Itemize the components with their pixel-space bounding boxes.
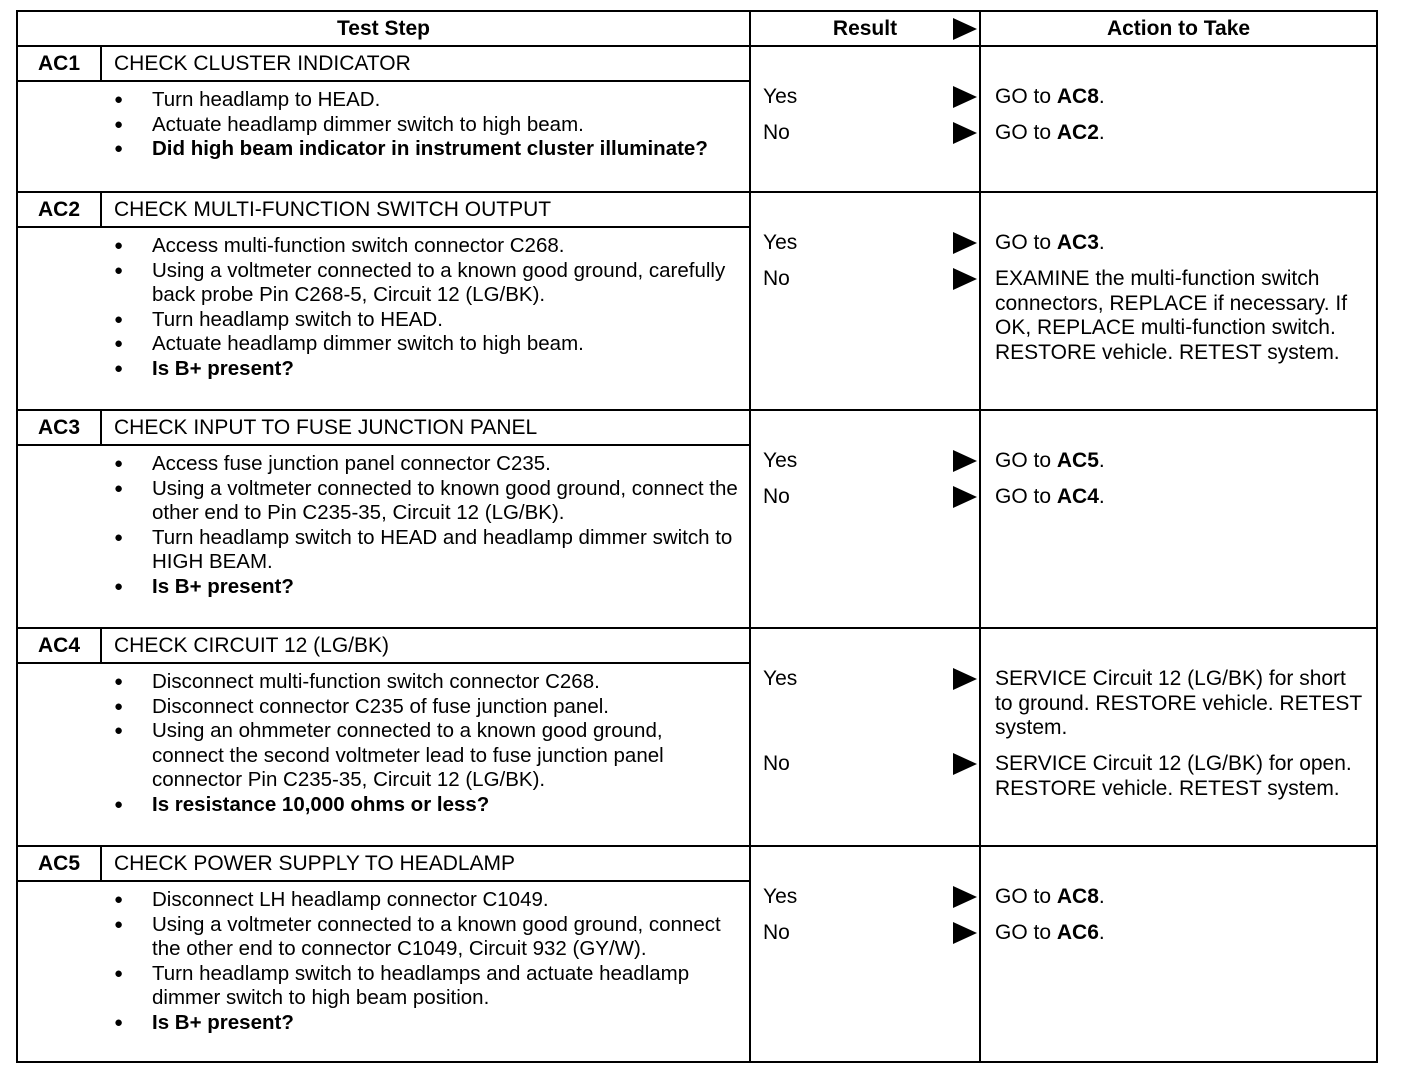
action-text — [995, 231, 1368, 256]
result-label: Yes — [763, 449, 798, 472]
test-step-row — [17, 846, 1377, 1062]
instruction-item: ● Actuate headlamp dimmer switch to high beam. — [18, 332, 749, 357]
action-text-suffix: . — [1098, 885, 1105, 908]
instruction-item: ● Disconnect connector C235 of fuse junction panel. — [18, 695, 749, 720]
instruction-item: ● Turn headlamp switch to HEAD and headlamp dimmer switch to HIGH BEAM. — [18, 526, 749, 575]
instruction-item: ● Using a voltmeter connected to a known good ground, connect the other end to connector C1049, Circuit 932 (GY/W). — [18, 913, 749, 962]
step-heading — [18, 629, 749, 664]
action-text-plain: EXAMINE the multi-function switch connectors, REPLACE if necessary. If OK, REPLACE multi-function switch. RESTORE vehicle. RETEST system. — [995, 267, 1348, 364]
arrow-right-icon — [953, 450, 977, 472]
action-text-plain: GO to — [995, 121, 1057, 144]
action-text — [995, 449, 1368, 474]
step-heading — [18, 47, 749, 82]
result-cell — [750, 846, 980, 1062]
instruction-item: ● Using a voltmeter connected to known good ground, connect the other end to Pin C235-35, Circuit 12 (LG/BK). — [18, 477, 749, 526]
action-step-reference: AC4 — [1056, 485, 1099, 508]
test-step-box — [18, 411, 749, 603]
result-label: No — [763, 485, 790, 508]
action-text — [995, 85, 1368, 110]
step-instructions — [18, 664, 749, 821]
action-text — [995, 752, 1368, 801]
step-instructions — [18, 446, 749, 603]
instruction-item: ● Is resistance 10,000 ohms or less? — [18, 793, 749, 818]
result-cell — [750, 410, 980, 628]
step-heading — [18, 847, 749, 882]
arrow-right-icon — [953, 122, 977, 144]
test-step-cell — [17, 46, 750, 192]
test-step-box — [18, 193, 749, 385]
arrow-right-icon — [953, 668, 977, 690]
step-instructions — [18, 882, 749, 1039]
action-text-suffix: . — [1098, 485, 1105, 508]
step-id: AC2 — [18, 193, 102, 226]
action-text — [995, 121, 1368, 146]
arrow-right-icon — [953, 886, 977, 908]
action-text — [995, 667, 1368, 741]
step-id: AC5 — [18, 847, 102, 880]
step-id: AC3 — [18, 411, 102, 444]
action-cell — [980, 192, 1377, 410]
action-text-suffix: . — [1098, 921, 1105, 944]
step-instructions — [18, 228, 749, 385]
instruction-item: ● Disconnect multi-function switch connector C268. — [18, 670, 749, 695]
result-label: Yes — [763, 885, 798, 908]
action-text-suffix: . — [1098, 231, 1105, 254]
action-cell — [980, 410, 1377, 628]
table-header-row — [17, 11, 1377, 46]
instruction-item: ● Actuate headlamp dimmer switch to high beam. — [18, 113, 749, 138]
arrow-right-icon — [953, 486, 977, 508]
action-text-plain: SERVICE Circuit 12 (LG/BK) for short to ground. RESTORE vehicle. RETEST system. — [995, 667, 1362, 739]
test-step-box — [18, 629, 749, 821]
arrow-right-icon — [953, 268, 977, 290]
result-label: No — [763, 121, 790, 144]
test-step-box — [18, 847, 749, 1039]
step-id: AC1 — [18, 47, 102, 80]
action-text — [995, 921, 1368, 946]
action-text-plain: GO to — [995, 231, 1057, 254]
action-text — [995, 885, 1368, 910]
instruction-item: ● Turn headlamp to HEAD. — [18, 88, 749, 113]
header-result-label: Result — [832, 16, 898, 40]
instruction-item: ● Access fuse junction panel connector C235. — [18, 452, 749, 477]
result-label: No — [763, 921, 790, 944]
result-label: Yes — [763, 667, 798, 690]
test-step-cell — [17, 192, 750, 410]
instruction-item: ● Is B+ present? — [18, 1011, 749, 1036]
action-text-suffix: . — [1098, 121, 1105, 144]
instruction-item: ● Using an ohmmeter connected to a known good ground, connect the second voltmeter lead to fuse junction panel connector Pin C235-35, Circuit 12 (LG/BK). — [18, 719, 749, 793]
test-step-cell — [17, 628, 750, 846]
test-step-cell — [17, 410, 750, 628]
action-cell — [980, 628, 1377, 846]
result-cell — [750, 192, 980, 410]
result-cell — [750, 628, 980, 846]
action-text-plain: GO to — [995, 85, 1057, 108]
test-step-cell — [17, 846, 750, 1062]
action-cell — [980, 846, 1377, 1062]
diagnostic-table-sheet — [16, 10, 1376, 1063]
instruction-item: ● Using a voltmeter connected to a known good ground, carefully back probe Pin C268-5, Circuit 12 (LG/BK). — [18, 259, 749, 308]
action-step-reference: AC3 — [1056, 231, 1099, 254]
header-action: Action to Take — [980, 11, 1377, 46]
step-title: CHECK MULTI-FUNCTION SWITCH OUTPUT — [114, 197, 552, 221]
step-id: AC4 — [18, 629, 102, 662]
action-step-reference: AC2 — [1056, 121, 1099, 144]
step-title: CHECK CIRCUIT 12 (LG/BK) — [114, 633, 389, 657]
result-label: Yes — [763, 85, 798, 108]
step-title: CHECK CLUSTER INDICATOR — [114, 51, 411, 75]
step-instructions — [18, 82, 749, 166]
action-cell — [980, 46, 1377, 192]
action-step-reference: AC8 — [1056, 85, 1099, 108]
action-text — [995, 267, 1368, 365]
instruction-item: ● Is B+ present? — [18, 575, 749, 600]
instruction-item: ● Access multi-function switch connector C268. — [18, 234, 749, 259]
action-text-suffix: . — [1098, 85, 1105, 108]
pinpoint-test-table — [16, 10, 1378, 1063]
arrow-right-icon — [953, 18, 977, 40]
result-label: No — [763, 267, 790, 290]
test-step-row — [17, 410, 1377, 628]
header-test-step: Test Step — [17, 11, 750, 46]
test-step-row — [17, 628, 1377, 846]
action-text-plain: GO to — [995, 921, 1057, 944]
instruction-item: ● Turn headlamp switch to headlamps and actuate headlamp dimmer switch to high beam position. — [18, 962, 749, 1011]
step-heading — [18, 411, 749, 446]
action-text — [995, 485, 1368, 510]
step-heading — [18, 193, 749, 228]
arrow-right-icon — [953, 922, 977, 944]
action-text-plain: GO to — [995, 885, 1057, 908]
action-step-reference: AC8 — [1056, 885, 1099, 908]
instruction-item: ● Disconnect LH headlamp connector C1049. — [18, 888, 749, 913]
step-title: CHECK INPUT TO FUSE JUNCTION PANEL — [114, 415, 538, 439]
arrow-right-icon — [953, 232, 977, 254]
result-label: No — [763, 752, 790, 775]
instruction-item: ● Did high beam indicator in instrument cluster illuminate? — [18, 137, 749, 162]
action-text-plain: GO to — [995, 485, 1057, 508]
instruction-item: ● Turn headlamp switch to HEAD. — [18, 308, 749, 333]
header-result — [750, 11, 980, 46]
action-text-plain: SERVICE Circuit 12 (LG/BK) for open. RESTORE vehicle. RETEST system. — [995, 752, 1352, 800]
action-text-plain: GO to — [995, 449, 1057, 472]
arrow-right-icon — [953, 86, 977, 108]
test-step-box — [18, 47, 749, 166]
action-step-reference: AC5 — [1056, 449, 1099, 472]
action-step-reference: AC6 — [1056, 921, 1099, 944]
test-step-row — [17, 192, 1377, 410]
test-step-row — [17, 46, 1377, 192]
step-title: CHECK POWER SUPPLY TO HEADLAMP — [114, 851, 516, 875]
instruction-item: ● Is B+ present? — [18, 357, 749, 382]
arrow-right-icon — [953, 753, 977, 775]
result-cell — [750, 46, 980, 192]
action-text-suffix: . — [1098, 449, 1105, 472]
result-label: Yes — [763, 231, 798, 254]
